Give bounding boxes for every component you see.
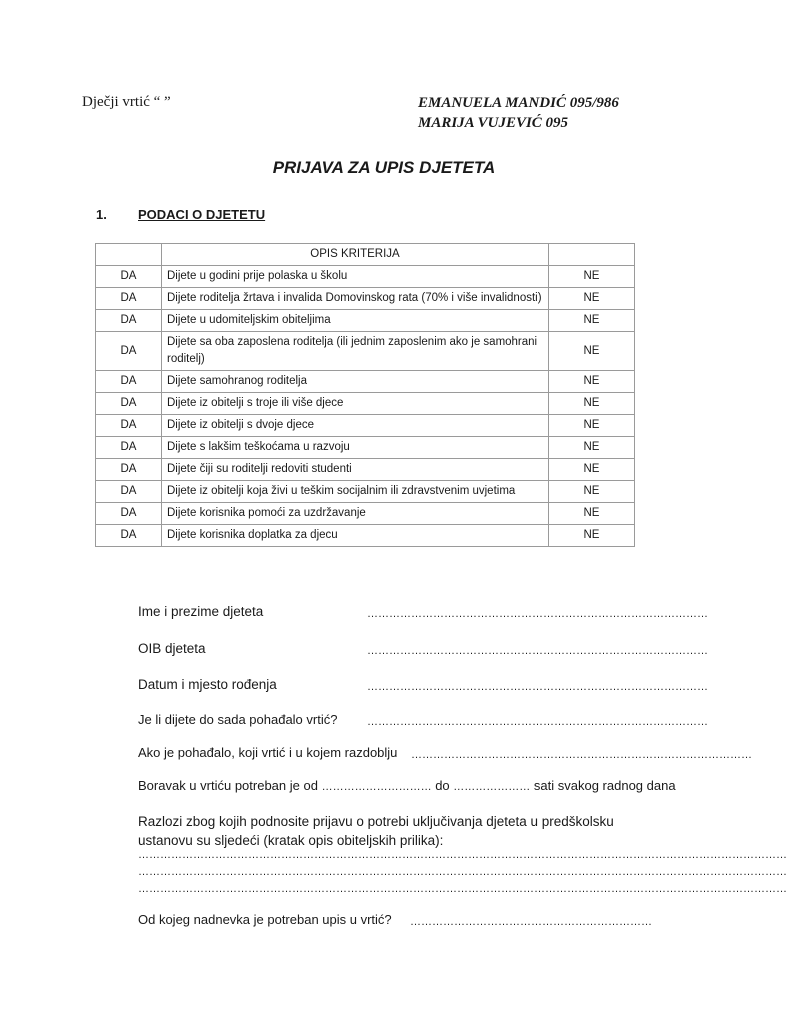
reasons-line-1[interactable]: …………………………………………………………………………………………………………………………………………………………… <box>138 849 787 861</box>
birth-label: Datum i mjesto rođenja <box>138 677 277 692</box>
criteria-header: OPIS KRITERIJA <box>162 244 549 266</box>
which-kindergarten-field[interactable]: ………………………………………………………………………………… <box>411 749 752 761</box>
stay-to-field[interactable]: ………………… <box>453 781 531 793</box>
oib-label: OIB djeteta <box>138 641 206 656</box>
criteria-no-option[interactable]: NE <box>549 503 635 525</box>
criteria-yes-option[interactable]: DA <box>96 437 162 459</box>
attended-field[interactable]: ………………………………………………………………………………… <box>367 716 708 728</box>
criteria-row <box>96 332 635 371</box>
criteria-row <box>96 371 635 393</box>
header-empty-cell <box>96 244 162 266</box>
criteria-row <box>96 310 635 332</box>
authors-block <box>418 93 619 133</box>
criteria-yes-option[interactable]: DA <box>96 525 162 547</box>
criteria-no-option[interactable]: NE <box>549 481 635 503</box>
author-1: EMANUELA MANDIĆ 095/986 <box>418 95 619 111</box>
criteria-row <box>96 481 635 503</box>
criteria-no-option[interactable]: NE <box>549 437 635 459</box>
criteria-yes-option[interactable]: DA <box>96 393 162 415</box>
criteria-yes-option[interactable]: DA <box>96 266 162 288</box>
stay-from-field[interactable]: ………………………… <box>321 781 432 793</box>
criteria-description: Dijete čiji su roditelji redoviti studenti <box>162 459 549 481</box>
start-date-field[interactable]: ………………………………………………………… <box>410 916 652 928</box>
criteria-description: Dijete iz obitelji s dvoje djece <box>162 415 549 437</box>
oib-field[interactable]: ………………………………………………………………………………… <box>367 645 708 657</box>
criteria-yes-option[interactable]: DA <box>96 481 162 503</box>
criteria-no-option[interactable]: NE <box>549 288 635 310</box>
criteria-description: Dijete samohranog roditelja <box>162 371 549 393</box>
criteria-row <box>96 437 635 459</box>
criteria-yes-option[interactable]: DA <box>96 371 162 393</box>
criteria-row <box>96 459 635 481</box>
criteria-row <box>96 393 635 415</box>
stay-from-label: Boravak u vrtiću potreban je od <box>138 778 318 793</box>
criteria-no-option[interactable]: NE <box>549 332 635 371</box>
criteria-header-row <box>96 244 635 266</box>
section-number: 1. <box>96 207 107 222</box>
birth-field[interactable]: ………………………………………………………………………………… <box>367 681 708 693</box>
author-2: MARIJA VUJEVIĆ 095 <box>418 115 569 131</box>
criteria-description: Dijete korisnika doplatka za djecu <box>162 525 549 547</box>
criteria-yes-option[interactable]: DA <box>96 288 162 310</box>
criteria-no-option[interactable]: NE <box>549 310 635 332</box>
criteria-description: Dijete sa oba zaposlena roditelja (ili jednim zaposlenim ako je samohrani roditelj) <box>162 332 549 371</box>
criteria-description: Dijete iz obitelji s troje ili više djece <box>162 393 549 415</box>
reasons-line-2[interactable]: …………………………………………………………………………………………………………………………………………………………… <box>138 866 787 878</box>
criteria-no-option[interactable]: NE <box>549 525 635 547</box>
start-date-label: Od kojeg nadnevka je potreban upis u vrtić? <box>138 912 392 927</box>
criteria-row <box>96 525 635 547</box>
criteria-description: Dijete korisnika pomoći za uzdržavanje <box>162 503 549 525</box>
child-name-field[interactable]: ………………………………………………………………………………… <box>367 608 708 620</box>
criteria-description: Dijete u udomiteljskim obiteljima <box>162 310 549 332</box>
criteria-description: Dijete s lakšim teškoćama u razvoju <box>162 437 549 459</box>
header-empty-cell <box>549 244 635 266</box>
criteria-yes-option[interactable]: DA <box>96 459 162 481</box>
criteria-description: Dijete u godini prije polaska u školu <box>162 266 549 288</box>
criteria-row <box>96 503 635 525</box>
criteria-row <box>96 288 635 310</box>
reasons-label: Razlozi zbog kojih podnosite prijavu o potrebi uključivanja djeteta u predškolsku ustanovu su sljedeći (kratak opis obiteljskih prilika): <box>138 814 614 848</box>
criteria-no-option[interactable]: NE <box>549 266 635 288</box>
criteria-no-option[interactable]: NE <box>549 393 635 415</box>
section-title: PODACI O DJETETU <box>138 207 266 222</box>
criteria-table <box>95 243 635 547</box>
child-name-label: Ime i prezime djeteta <box>138 604 264 619</box>
reasons-line-3[interactable]: …………………………………………………………………………………………………………………………………………………………… <box>138 883 787 895</box>
criteria-yes-option[interactable]: DA <box>96 332 162 371</box>
attended-label: Je li dijete do sada pohađalo vrtić? <box>138 712 338 727</box>
criteria-yes-option[interactable]: DA <box>96 503 162 525</box>
stay-hours-label: sati svakog radnog dana <box>533 778 676 793</box>
criteria-yes-option[interactable]: DA <box>96 310 162 332</box>
criteria-row <box>96 266 635 288</box>
kindergarten-name-label: Dječji vrtić “ ” <box>82 94 171 110</box>
criteria-description: Dijete roditelja žrtava i invalida Domovinskog rata (70% i više invalidnosti) <box>162 288 549 310</box>
criteria-description: Dijete iz obitelji koja živi u teškim socijalnim ili zdravstvenim uvjetima <box>162 481 549 503</box>
criteria-row <box>96 415 635 437</box>
criteria-yes-option[interactable]: DA <box>96 415 162 437</box>
stay-label <box>138 778 676 793</box>
which-kindergarten-label: Ako je pohađalo, koji vrtić i u kojem razdoblju <box>138 745 398 760</box>
criteria-no-option[interactable]: NE <box>549 371 635 393</box>
criteria-no-option[interactable]: NE <box>549 459 635 481</box>
criteria-no-option[interactable]: NE <box>549 415 635 437</box>
document-title: PRIJAVA ZA UPIS DJETETA <box>272 158 496 177</box>
stay-to-label: do <box>435 778 450 793</box>
